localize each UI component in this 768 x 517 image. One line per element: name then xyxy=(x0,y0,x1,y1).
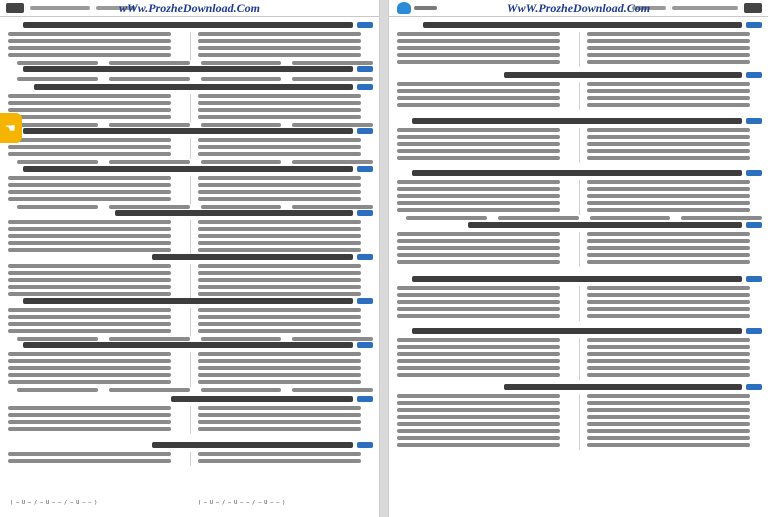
verse-line xyxy=(587,201,750,205)
verse-line xyxy=(397,401,560,405)
answer-option[interactable] xyxy=(109,77,190,81)
verse-line xyxy=(587,149,750,153)
verse-line xyxy=(8,308,171,312)
right-page-header xyxy=(389,0,768,17)
verse-line xyxy=(198,366,361,370)
verse-line xyxy=(397,82,560,86)
verse-line xyxy=(587,135,750,139)
verse-line xyxy=(8,39,171,43)
answer-option[interactable] xyxy=(17,337,98,341)
verse-line xyxy=(198,53,361,57)
verse-line xyxy=(8,452,171,456)
verse-line xyxy=(8,145,171,149)
verse-grid xyxy=(395,22,762,23)
verse-line xyxy=(198,197,361,201)
verse-line xyxy=(8,94,171,98)
verse-line xyxy=(587,60,750,64)
verse-line xyxy=(397,408,560,412)
answer-option[interactable] xyxy=(590,216,671,220)
answer-options xyxy=(6,388,373,392)
right-page-body xyxy=(395,22,762,511)
answer-option[interactable] xyxy=(406,216,487,220)
verse-line xyxy=(587,394,750,398)
verse-line xyxy=(198,359,361,363)
verse-line xyxy=(8,176,171,180)
answer-option[interactable] xyxy=(17,388,98,392)
answer-options xyxy=(6,337,373,341)
verse-column-divider xyxy=(190,308,191,336)
verse-line xyxy=(8,234,171,238)
verse-line xyxy=(198,145,361,149)
verse-line xyxy=(397,443,560,447)
verse-column-divider xyxy=(190,264,191,299)
verse-line xyxy=(8,329,171,333)
answer-option[interactable] xyxy=(292,77,373,81)
answer-options xyxy=(6,61,373,65)
verse-grid xyxy=(395,72,762,73)
answer-option[interactable] xyxy=(201,337,282,341)
answer-option[interactable] xyxy=(292,205,373,209)
answer-option[interactable] xyxy=(201,77,282,81)
verse-line xyxy=(198,406,361,410)
verse-column-divider xyxy=(190,138,191,159)
verse-line xyxy=(198,234,361,238)
verse-line xyxy=(587,338,750,342)
answer-option[interactable] xyxy=(201,205,282,209)
verse-line xyxy=(587,352,750,356)
verse-line xyxy=(198,373,361,377)
answer-option[interactable] xyxy=(17,61,98,65)
verse-line xyxy=(397,293,560,297)
answer-option[interactable] xyxy=(109,388,190,392)
verse-line xyxy=(587,422,750,426)
verse-grid xyxy=(6,22,373,23)
answer-option[interactable] xyxy=(498,216,579,220)
verse-line xyxy=(8,406,171,410)
verse-line xyxy=(198,39,361,43)
verse-grid xyxy=(395,118,762,119)
verse-line xyxy=(198,308,361,312)
verse-line xyxy=(397,46,560,50)
prosody-meter-pattern: ( – U – / – U – – / – U – – ) xyxy=(198,500,286,506)
verse-line xyxy=(397,180,560,184)
verse-column-divider xyxy=(579,128,580,163)
verse-line xyxy=(587,194,750,198)
answer-option[interactable] xyxy=(681,216,762,220)
verse-line xyxy=(8,197,171,201)
verse-line xyxy=(587,436,750,440)
answer-option[interactable] xyxy=(292,337,373,341)
verse-line xyxy=(198,101,361,105)
verse-line xyxy=(8,380,171,384)
verse-grid xyxy=(6,84,373,85)
verse-column-divider xyxy=(190,220,191,255)
answer-options xyxy=(6,77,373,81)
verse-line xyxy=(397,96,560,100)
verse-column-divider xyxy=(579,338,580,380)
verse-line xyxy=(8,420,171,424)
verse-line xyxy=(8,46,171,50)
verse-line xyxy=(198,108,361,112)
verse-line xyxy=(8,264,171,268)
answer-option[interactable] xyxy=(17,123,98,127)
verse-column-divider xyxy=(579,32,580,67)
answer-option[interactable] xyxy=(201,61,282,65)
answer-option[interactable] xyxy=(201,123,282,127)
verse-line xyxy=(198,152,361,156)
verse-line xyxy=(198,94,361,98)
verse-line xyxy=(397,239,560,243)
left-site-url[interactable]: wWw.ProzheDownload.Com xyxy=(119,1,260,15)
answer-option[interactable] xyxy=(292,61,373,65)
verse-line xyxy=(397,300,560,304)
verse-line xyxy=(198,452,361,456)
verse-line xyxy=(8,248,171,252)
answer-option[interactable] xyxy=(109,160,190,164)
verse-line xyxy=(8,373,171,377)
verse-column-divider xyxy=(190,94,191,122)
verse-line xyxy=(198,138,361,142)
verse-grid xyxy=(395,276,762,277)
verse-grid xyxy=(6,166,373,167)
verse-line xyxy=(587,187,750,191)
verse-column-divider xyxy=(579,394,580,450)
verse-line xyxy=(587,415,750,419)
verse-column-divider xyxy=(579,82,580,110)
verse-line xyxy=(397,149,560,153)
verse-line xyxy=(397,194,560,198)
verse-line xyxy=(587,286,750,290)
verse-line xyxy=(8,459,171,463)
verse-line xyxy=(397,338,560,342)
verse-line xyxy=(397,246,560,250)
left-page-body xyxy=(6,22,373,511)
verse-line xyxy=(198,427,361,431)
verse-line xyxy=(397,307,560,311)
verse-line xyxy=(198,413,361,417)
verse-line xyxy=(198,329,361,333)
verse-line xyxy=(587,401,750,405)
verse-line xyxy=(397,345,560,349)
left-page-header xyxy=(0,0,379,17)
hand-pointer-icon: ☚ xyxy=(5,121,16,135)
verse-line xyxy=(587,366,750,370)
verse-line xyxy=(587,300,750,304)
answer-option[interactable] xyxy=(292,123,373,127)
verse-line xyxy=(587,443,750,447)
answer-options xyxy=(6,160,373,164)
verse-grid xyxy=(6,442,373,443)
verse-line xyxy=(397,32,560,36)
verse-line xyxy=(587,103,750,107)
verse-line xyxy=(587,293,750,297)
verse-line xyxy=(198,352,361,356)
answer-option[interactable] xyxy=(109,61,190,65)
answer-options xyxy=(6,205,373,209)
verse-line xyxy=(8,352,171,356)
verse-line xyxy=(587,46,750,50)
right-page xyxy=(388,0,768,517)
verse-line xyxy=(198,278,361,282)
verse-grid xyxy=(6,254,373,255)
verse-line xyxy=(397,60,560,64)
verse-line xyxy=(587,359,750,363)
verse-line xyxy=(198,271,361,275)
verse-line xyxy=(198,322,361,326)
answer-option[interactable] xyxy=(17,77,98,81)
verse-line xyxy=(587,128,750,132)
verse-line xyxy=(397,232,560,236)
verse-line xyxy=(397,39,560,43)
verse-line xyxy=(587,408,750,412)
verse-grid xyxy=(6,66,373,67)
verse-line xyxy=(397,156,560,160)
verse-grid xyxy=(395,170,762,171)
answer-option[interactable] xyxy=(201,388,282,392)
answer-options xyxy=(6,123,373,127)
verse-line xyxy=(587,89,750,93)
verse-line xyxy=(198,248,361,252)
verse-line xyxy=(8,413,171,417)
verse-line xyxy=(587,96,750,100)
answer-option[interactable] xyxy=(201,160,282,164)
verse-line xyxy=(397,208,560,212)
verse-column-divider xyxy=(190,32,191,60)
verse-line xyxy=(198,241,361,245)
verse-column-divider xyxy=(190,352,191,387)
verse-line xyxy=(8,292,171,296)
verse-line xyxy=(397,201,560,205)
verse-column-divider xyxy=(579,180,580,215)
verse-line xyxy=(587,232,750,236)
verse-line xyxy=(397,253,560,257)
verse-line xyxy=(8,138,171,142)
answer-option[interactable] xyxy=(17,205,98,209)
verse-grid xyxy=(6,342,373,343)
verse-line xyxy=(587,345,750,349)
verse-line xyxy=(587,307,750,311)
bookmark-tab[interactable] xyxy=(0,113,22,143)
verse-grid xyxy=(6,210,373,211)
verse-line xyxy=(397,286,560,290)
verse-line xyxy=(8,366,171,370)
answer-option[interactable] xyxy=(109,123,190,127)
right-site-url[interactable]: WwW.ProzheDownload.Com xyxy=(506,1,651,15)
verse-line xyxy=(397,260,560,264)
verse-line xyxy=(8,241,171,245)
verse-line xyxy=(397,135,560,139)
verse-line xyxy=(587,429,750,433)
verse-line xyxy=(397,103,560,107)
verse-column-divider xyxy=(190,176,191,204)
verse-line xyxy=(587,373,750,377)
verse-line xyxy=(397,436,560,440)
verse-line xyxy=(8,359,171,363)
verse-line xyxy=(397,373,560,377)
verse-line xyxy=(198,285,361,289)
answer-options xyxy=(395,216,762,220)
verse-line xyxy=(587,246,750,250)
verse-line xyxy=(8,32,171,36)
verse-line xyxy=(198,220,361,224)
verse-column-divider xyxy=(579,286,580,321)
verse-line xyxy=(397,359,560,363)
verse-line xyxy=(397,415,560,419)
verse-column-divider xyxy=(190,452,191,466)
answer-option[interactable] xyxy=(109,337,190,341)
verse-line xyxy=(397,53,560,57)
verse-line xyxy=(397,352,560,356)
verse-line xyxy=(8,315,171,319)
verse-line xyxy=(198,183,361,187)
prosody-meter-pattern: ( – U – / – U – – / – U – – ) xyxy=(10,500,98,506)
verse-line xyxy=(587,314,750,318)
verse-line xyxy=(587,208,750,212)
verse-line xyxy=(8,190,171,194)
verse-line xyxy=(587,53,750,57)
verse-grid xyxy=(395,328,762,329)
verse-line xyxy=(198,315,361,319)
verse-line xyxy=(8,53,171,57)
verse-line xyxy=(397,429,560,433)
verse-line xyxy=(587,260,750,264)
verse-line xyxy=(397,142,560,146)
verse-line xyxy=(397,128,560,132)
verse-line xyxy=(198,264,361,268)
verse-line xyxy=(397,366,560,370)
answer-option[interactable] xyxy=(109,205,190,209)
verse-line xyxy=(198,190,361,194)
verse-line xyxy=(8,285,171,289)
verse-line xyxy=(8,101,171,105)
verse-line xyxy=(198,380,361,384)
verse-line xyxy=(8,427,171,431)
verse-line xyxy=(8,322,171,326)
verse-line xyxy=(397,394,560,398)
verse-line xyxy=(198,292,361,296)
answer-option[interactable] xyxy=(292,388,373,392)
verse-line xyxy=(397,422,560,426)
verse-line xyxy=(198,46,361,50)
verse-line xyxy=(198,459,361,463)
verse-column-divider xyxy=(579,232,580,267)
verse-line xyxy=(397,187,560,191)
verse-line xyxy=(8,183,171,187)
verse-line xyxy=(198,115,361,119)
verse-line xyxy=(587,82,750,86)
answer-option[interactable] xyxy=(292,160,373,164)
verse-grid xyxy=(395,384,762,385)
verse-grid xyxy=(395,222,762,223)
verse-line xyxy=(587,142,750,146)
verse-line xyxy=(198,176,361,180)
answer-option[interactable] xyxy=(17,160,98,164)
verse-line xyxy=(198,420,361,424)
verse-line xyxy=(8,271,171,275)
verse-line xyxy=(8,278,171,282)
left-page xyxy=(0,0,380,517)
verse-grid xyxy=(6,298,373,299)
verse-line xyxy=(8,220,171,224)
verse-line xyxy=(587,180,750,184)
verse-line xyxy=(8,115,171,119)
verse-line xyxy=(8,152,171,156)
verse-line xyxy=(587,156,750,160)
verse-column-divider xyxy=(190,406,191,434)
verse-line xyxy=(397,314,560,318)
verse-line xyxy=(8,227,171,231)
verse-line xyxy=(397,89,560,93)
verse-grid xyxy=(6,396,373,397)
verse-line xyxy=(198,227,361,231)
verse-line xyxy=(8,108,171,112)
verse-line xyxy=(587,253,750,257)
verse-line xyxy=(198,32,361,36)
verse-line xyxy=(587,39,750,43)
verse-line xyxy=(587,32,750,36)
verse-grid xyxy=(6,128,373,129)
verse-line xyxy=(587,239,750,243)
